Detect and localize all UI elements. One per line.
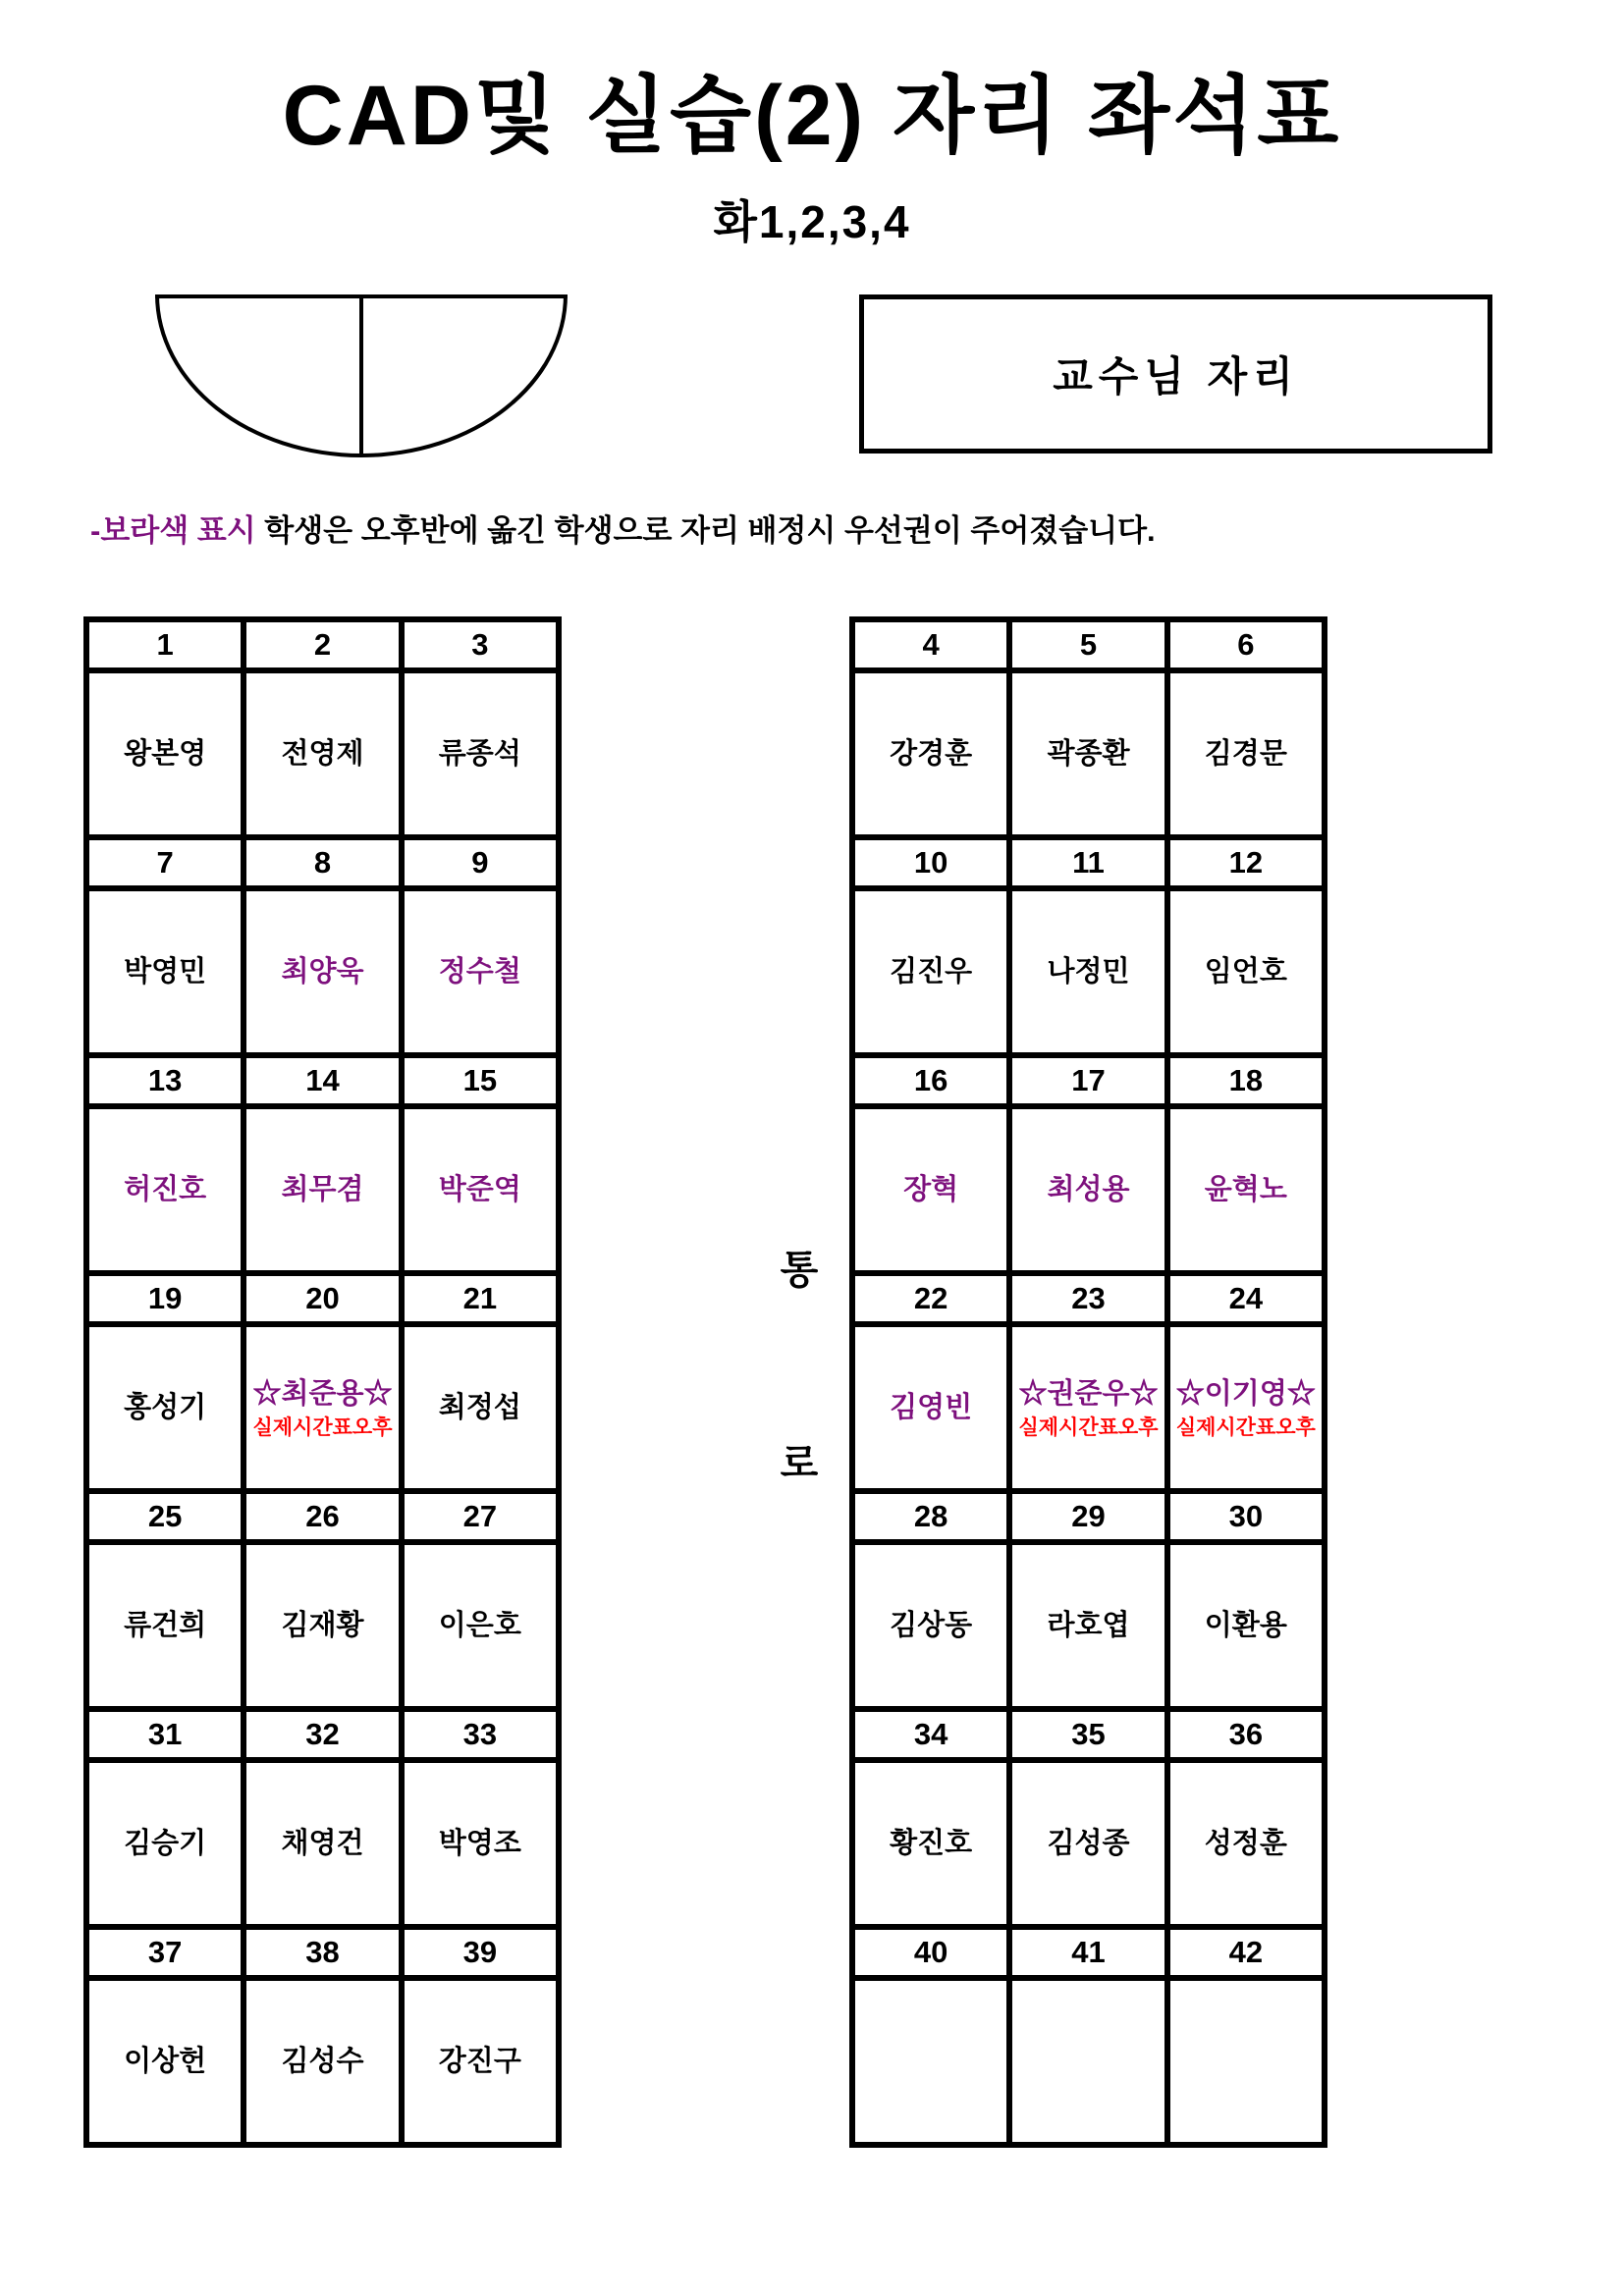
seat-number-cell: 7 [86, 837, 244, 888]
seat-number-row [86, 1927, 559, 1978]
seat-name: 박준역 [438, 1173, 521, 1205]
seat-number-cell: 18 [1167, 1055, 1325, 1106]
seat-name-cell [244, 1542, 401, 1709]
seat-number-cell: 15 [402, 1055, 559, 1106]
seat-name: 김승기 [124, 1827, 207, 1859]
seat-name: 김성종 [1047, 1827, 1130, 1859]
seat-number-cell: 30 [1167, 1491, 1325, 1542]
seat-number-cell: 19 [86, 1273, 244, 1324]
seat-number-row [86, 1055, 559, 1106]
seat-name-cell [86, 1106, 244, 1273]
seat-number-cell: 1 [86, 619, 244, 670]
seat-name: 전영제 [281, 737, 364, 770]
seat-name-cell [1009, 670, 1166, 837]
seat-name: 홍성기 [124, 1391, 207, 1423]
seat-name-cell [244, 670, 401, 837]
seat-name: 라호엽 [1047, 1609, 1130, 1641]
seat-number-cell: 16 [852, 1055, 1009, 1106]
seat-name: ☆권준우☆ [1018, 1378, 1159, 1411]
seat-name-row [86, 670, 559, 837]
seat-name-cell [1009, 1106, 1166, 1273]
seat-number-row [852, 1491, 1325, 1542]
seat-name: 류건희 [124, 1609, 207, 1641]
seat-number-cell: 32 [244, 1709, 401, 1760]
seat-name: 김진우 [890, 955, 973, 988]
seat-name-row [852, 1760, 1325, 1927]
seat-name-row [86, 1542, 559, 1709]
seat-name-row [86, 1106, 559, 1273]
aisle-label [776, 1239, 823, 1488]
seat-number-cell: 34 [852, 1709, 1009, 1760]
seat-number-cell: 31 [86, 1709, 244, 1760]
seat-table-right [849, 616, 1327, 2148]
seat-number-cell: 10 [852, 837, 1009, 888]
seat-name-cell [86, 670, 244, 837]
seat-name: 정수철 [438, 955, 521, 988]
seat-name-cell [1009, 1978, 1166, 2145]
seat-name: 윤혁노 [1204, 1173, 1287, 1205]
seat-number-cell: 8 [244, 837, 401, 888]
seat-name: 이환용 [1204, 1609, 1287, 1641]
seat-name-cell [852, 1324, 1009, 1491]
seat-name: 곽종환 [1047, 737, 1130, 770]
seat-sub-label: 실제시간표오후 [252, 1415, 393, 1439]
seat-number-cell: 33 [402, 1709, 559, 1760]
seat-number-row [86, 1491, 559, 1542]
seat-number-cell: 6 [1167, 619, 1325, 670]
seat-name-cell [1167, 1760, 1325, 1927]
seat-number-row [852, 1273, 1325, 1324]
seat-name: 허진호 [124, 1173, 207, 1205]
seat-number-cell: 22 [852, 1273, 1009, 1324]
seat-number-cell: 28 [852, 1491, 1009, 1542]
note-highlight: -보라색 표시 [90, 513, 256, 548]
seat-name-cell [402, 1106, 559, 1273]
seat-name-cell [244, 1978, 401, 2145]
seat-name-row [852, 1978, 1325, 2145]
seat-name-cell [402, 1542, 559, 1709]
seat-name-row [852, 670, 1325, 837]
aisle-char-bottom: 로 [780, 1442, 819, 1485]
seat-number-cell: 2 [244, 619, 401, 670]
seat-number-row [86, 1709, 559, 1760]
seat-name-cell [1167, 1978, 1325, 2145]
seat-number-cell: 12 [1167, 837, 1325, 888]
seat-name-cell [1167, 1542, 1325, 1709]
seat-number-cell: 23 [1009, 1273, 1166, 1324]
seat-name: 김재황 [281, 1609, 364, 1641]
seat-name-row [86, 1324, 559, 1491]
seat-name-row [86, 1978, 559, 2145]
seat-name-cell [244, 888, 401, 1055]
seat-name-row [86, 1760, 559, 1927]
seat-number-cell: 20 [244, 1273, 401, 1324]
seat-name-row [852, 1324, 1325, 1491]
seat-number-cell: 9 [402, 837, 559, 888]
seat-name-cell [402, 888, 559, 1055]
seat-name-cell [86, 888, 244, 1055]
seat-name: ☆이기영☆ [1175, 1378, 1316, 1411]
podium-shape [155, 294, 568, 457]
professor-seat-label: 교수님 자리 [1053, 353, 1299, 400]
seat-number-cell: 14 [244, 1055, 401, 1106]
seat-name-cell [1167, 1106, 1325, 1273]
seat-name-row [86, 888, 559, 1055]
seat-name-cell [852, 670, 1009, 837]
seat-name: 나정민 [1047, 955, 1130, 988]
seat-name: 김영빈 [890, 1391, 973, 1423]
seat-number-row [852, 837, 1325, 888]
seat-sub-label: 실제시간표오후 [1018, 1415, 1159, 1439]
seat-name-cell [86, 1542, 244, 1709]
page-subtitle: 화1,2,3,4 [713, 196, 911, 247]
seat-name-cell [1009, 1542, 1166, 1709]
seat-name-cell [1167, 670, 1325, 837]
seat-name: 류종석 [438, 737, 521, 770]
seat-number-cell: 4 [852, 619, 1009, 670]
seat-name-cell [852, 1760, 1009, 1927]
seat-name: 채영건 [281, 1827, 364, 1859]
professor-seat-box [859, 294, 1492, 454]
seat-number-row [852, 1709, 1325, 1760]
seat-name-row [852, 1542, 1325, 1709]
seat-number-cell: 40 [852, 1927, 1009, 1978]
seat-name-cell [402, 1978, 559, 2145]
seat-name: 김성수 [281, 2045, 364, 2077]
seat-number-cell: 39 [402, 1927, 559, 1978]
seat-number-row [86, 1273, 559, 1324]
seat-name: 박영민 [124, 955, 207, 988]
seat-number-cell: 17 [1009, 1055, 1166, 1106]
podium-divider-line [359, 298, 363, 454]
seat-number-cell: 29 [1009, 1491, 1166, 1542]
seat-number-cell: 21 [402, 1273, 559, 1324]
seat-name-cell [244, 1760, 401, 1927]
seat-number-cell: 37 [86, 1927, 244, 1978]
seat-name: 이상헌 [124, 2045, 207, 2077]
seat-number-cell: 24 [1167, 1273, 1325, 1324]
seat-name-cell [244, 1324, 401, 1491]
seat-number-cell: 35 [1009, 1709, 1166, 1760]
seat-number-cell: 11 [1009, 837, 1166, 888]
seat-name: 성정훈 [1204, 1827, 1287, 1859]
seat-number-cell: 27 [402, 1491, 559, 1542]
seat-name-cell [244, 1106, 401, 1273]
seat-number-row [86, 837, 559, 888]
seat-name-cell [852, 1978, 1009, 2145]
note-text: 학생은 오후반에 옮긴 학생으로 자리 배정시 우선권이 주어졌습니다. [255, 513, 1156, 548]
seat-number-cell: 38 [244, 1927, 401, 1978]
seat-name: 최성용 [1047, 1173, 1130, 1205]
seat-name: 최무겸 [281, 1173, 364, 1205]
seat-name: 왕본영 [124, 737, 207, 770]
seat-name-cell [1167, 888, 1325, 1055]
seat-name-row [852, 888, 1325, 1055]
seat-name-cell [86, 1978, 244, 2145]
seat-name-cell [852, 1542, 1009, 1709]
seat-number-cell: 42 [1167, 1927, 1325, 1978]
seat-number-cell: 26 [244, 1491, 401, 1542]
seat-name-cell [1167, 1324, 1325, 1491]
seat-name-cell [402, 1760, 559, 1927]
seat-name-cell [402, 1324, 559, 1491]
seat-number-cell: 13 [86, 1055, 244, 1106]
seat-name: ☆최준용☆ [252, 1378, 393, 1411]
seat-name-cell [1009, 1760, 1166, 1927]
seat-number-row [852, 619, 1325, 670]
seat-name: 김경문 [1204, 737, 1287, 770]
seat-name: 임언호 [1204, 955, 1287, 988]
seat-name-cell [852, 888, 1009, 1055]
seat-number-cell: 3 [402, 619, 559, 670]
seat-name: 최양욱 [281, 955, 364, 988]
page-title: CAD및 실습(2) 자리 좌석표 [282, 69, 1342, 163]
seat-name: 김상동 [890, 1609, 973, 1641]
aisle-char-top: 통 [780, 1249, 819, 1292]
seat-name-cell [402, 670, 559, 837]
seat-number-cell: 36 [1167, 1709, 1325, 1760]
seat-number-cell: 41 [1009, 1927, 1166, 1978]
seat-name-cell [86, 1324, 244, 1491]
seat-name: 장혁 [903, 1173, 959, 1205]
seat-name-cell [1009, 888, 1166, 1055]
seat-number-row [86, 619, 559, 670]
seat-name: 강경훈 [890, 737, 973, 770]
seat-name: 황진호 [890, 1827, 973, 1859]
seat-name-row [852, 1106, 1325, 1273]
seat-sub-label: 실제시간표오후 [1175, 1415, 1316, 1439]
seat-name-cell [852, 1106, 1009, 1273]
seat-number-cell: 5 [1009, 619, 1166, 670]
seat-name: 이은호 [438, 1609, 521, 1641]
seat-table-left [83, 616, 562, 2148]
priority-note [90, 506, 1156, 550]
seat-number-row [852, 1055, 1325, 1106]
seat-name: 박영조 [438, 1827, 521, 1859]
seat-name: 최정섭 [438, 1391, 521, 1423]
seat-name-cell [1009, 1324, 1166, 1491]
seat-name-cell [86, 1760, 244, 1927]
seat-number-row [852, 1927, 1325, 1978]
seat-name: 강진구 [438, 2045, 521, 2077]
seat-number-cell: 25 [86, 1491, 244, 1542]
